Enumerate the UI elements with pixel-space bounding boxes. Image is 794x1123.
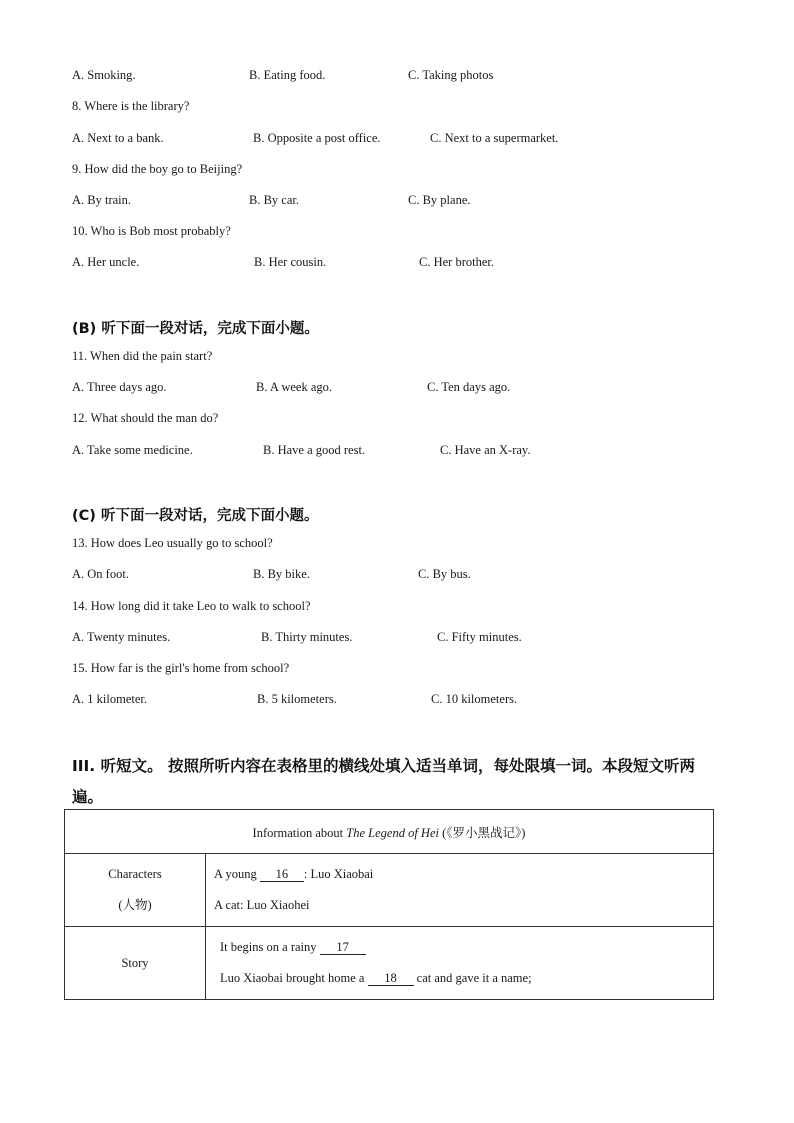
story-line2-prefix: Luo Xiaobai brought home a xyxy=(220,971,368,985)
q7-option-a: A. Smoking. xyxy=(72,68,136,82)
q11-option-c: C. Ten days ago. xyxy=(427,380,511,394)
q8-option-a: A. Next to a bank. xyxy=(72,131,164,145)
q13-option-a: A. On foot. xyxy=(72,567,129,581)
section-b-heading: (B) 听下面一段对话，完成下面小题。 xyxy=(72,321,319,337)
q10-option-b: B. Her cousin. xyxy=(254,255,327,269)
q7-option-b: B. Eating food. xyxy=(249,68,326,82)
table-title-row xyxy=(65,810,714,854)
q13-option-b: B. By bike. xyxy=(253,567,310,581)
q8-option-b: B. Opposite a post office. xyxy=(253,131,381,145)
q12-option-b: B. Have a good rest. xyxy=(263,443,366,457)
q9-question: 9. How did the boy go to Beijing? xyxy=(72,162,243,176)
char-line1-prefix: A young xyxy=(214,867,260,881)
q12-option-a: A. Take some medicine. xyxy=(72,443,193,457)
q9-option-a: A. By train. xyxy=(72,193,132,207)
characters-line-1 xyxy=(214,859,713,890)
q10-option-c: C. Her brother. xyxy=(419,255,494,269)
blank-18[interactable]: 18 xyxy=(368,972,414,986)
q14-question: 14. How long did it take Leo to walk to school? xyxy=(72,599,311,613)
story-line1-prefix: It begins on a rainy xyxy=(220,940,320,954)
q8-question: 8. Where is the library? xyxy=(72,99,190,113)
table-title xyxy=(65,810,714,854)
blank-16[interactable]: 16 xyxy=(260,868,304,882)
q7-option-c: C. Taking photos xyxy=(408,68,494,82)
characters-content-cell xyxy=(206,854,714,927)
table-title-prefix: Information about xyxy=(252,825,347,840)
q15-option-c: C. 10 kilometers. xyxy=(431,692,518,706)
blank-17[interactable]: 17 xyxy=(320,941,366,955)
q15-option-b: B. 5 kilometers. xyxy=(257,692,337,706)
story-line-2 xyxy=(220,963,713,994)
q12-option-c: C. Have an X-ray. xyxy=(440,443,531,457)
characters-label-cn: (人物) xyxy=(118,898,152,912)
info-table xyxy=(64,809,714,1000)
q9-option-c: C. By plane. xyxy=(408,193,471,207)
q12-question: 12. What should the man do? xyxy=(72,411,219,425)
characters-line-2: A cat: Luo Xiaohei xyxy=(214,898,310,912)
q10-option-a: A. Her uncle. xyxy=(72,255,140,269)
table-title-italic: The Legend of Hei xyxy=(346,825,439,840)
char-line1-suffix: : Luo Xiaobai xyxy=(303,867,374,881)
characters-label: Characters xyxy=(108,867,162,881)
q13-option-c: C. By bus. xyxy=(418,567,471,581)
section-3-heading-line2: 遍。 xyxy=(72,788,104,806)
q14-option-c: C. Fifty minutes. xyxy=(437,630,522,644)
q15-question: 15. How far is the girl's home from school? xyxy=(72,661,290,675)
q11-option-a: A. Three days ago. xyxy=(72,380,167,394)
q11-question: 11. When did the pain start? xyxy=(72,349,213,363)
table-row-story xyxy=(65,927,714,1000)
table-title-suffix: (《罗小黑战记》) xyxy=(438,825,526,840)
characters-label-cell xyxy=(65,854,206,927)
q15-option-a: A. 1 kilometer. xyxy=(72,692,147,706)
q13-question: 13. How does Leo usually go to school? xyxy=(72,536,273,550)
story-content-cell xyxy=(206,927,714,1000)
story-line2-suffix: cat and gave it a name; xyxy=(413,971,532,985)
q14-option-b: B. Thirty minutes. xyxy=(261,630,353,644)
q9-option-b: B. By car. xyxy=(249,193,299,207)
section-3-heading-line1: III. 听短文。 按照所听内容在表格里的横线处填入适当单词，每处限填一词。本段短文听两 xyxy=(72,757,695,775)
q10-question: 10. Who is Bob most probably? xyxy=(72,224,231,238)
q14-option-a: A. Twenty minutes. xyxy=(72,630,171,644)
q8-option-c: C. Next to a supermarket. xyxy=(430,131,559,145)
story-line-1 xyxy=(220,932,713,963)
q11-option-b: B. A week ago. xyxy=(256,380,333,394)
section-c-heading: (C) 听下面一段对话，完成下面小题。 xyxy=(72,508,319,524)
table-row-characters xyxy=(65,854,714,927)
story-label: Story xyxy=(65,927,206,1000)
